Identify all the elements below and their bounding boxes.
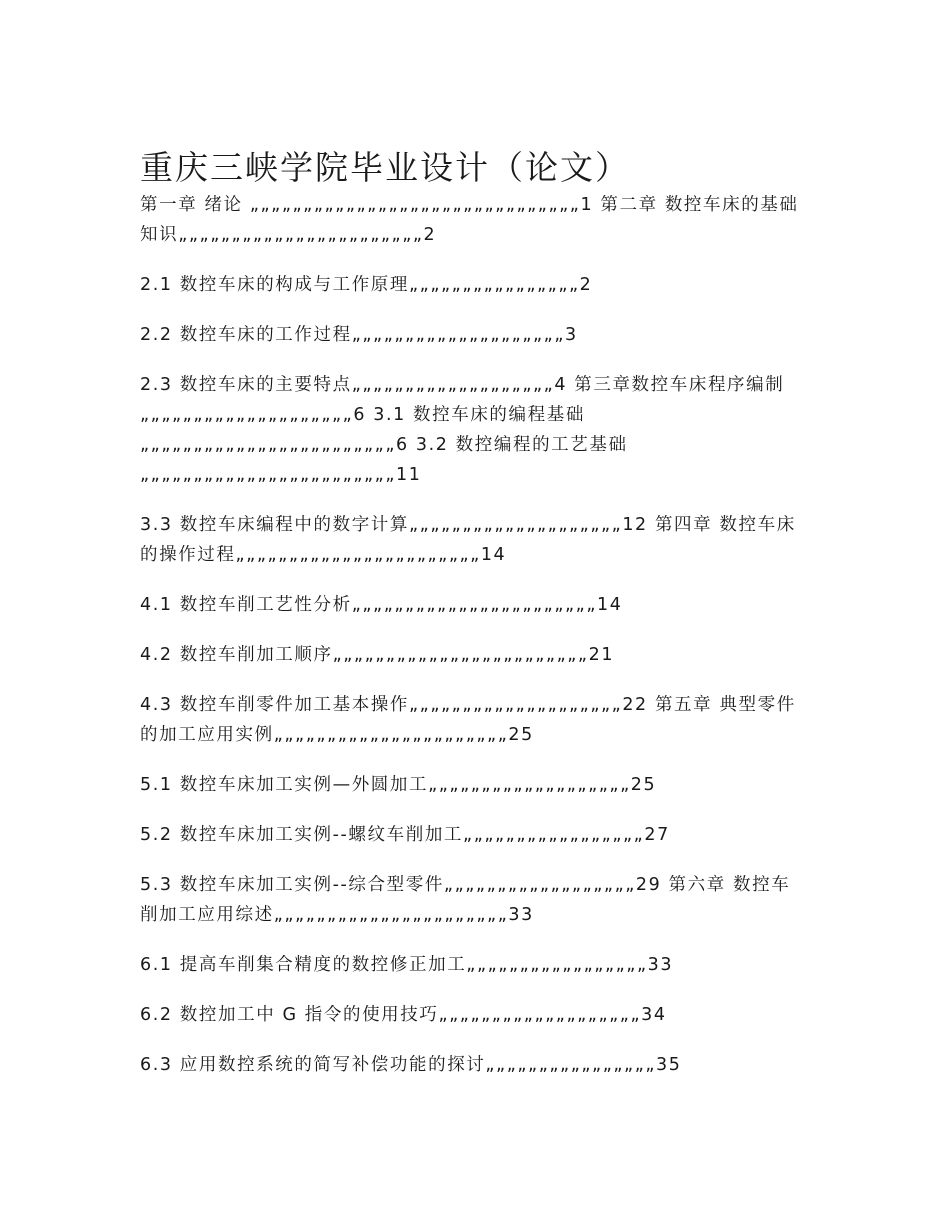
table-of-contents xyxy=(140,190,808,1100)
toc-entry: 4.2 数控车削加工顺序„„„„„„„„„„„„„„„„„„„„„„„„21 xyxy=(140,645,615,665)
toc-entry: 第一章 绪论 „„„„„„„„„„„„„„„„„„„„„„„„„„„„„„„1 第二章 数控车床的基础知识„„„„„„„„„„„„„„„„„„„„„„„2 xyxy=(140,195,799,245)
toc-entry: 2.2 数控车床的工作过程„„„„„„„„„„„„„„„„„„„„3 xyxy=(140,325,578,345)
toc-entry: 6.1 提高车削集合精度的数控修正加工„„„„„„„„„„„„„„„„„33 xyxy=(140,955,674,975)
toc-entry: 4.1 数控车削工艺性分析„„„„„„„„„„„„„„„„„„„„„„„14 xyxy=(140,595,623,615)
toc-entry: 6.2 数控加工中 G 指令的使用技巧„„„„„„„„„„„„„„„„„„„34 xyxy=(140,1005,667,1025)
toc-entry: 2.1 数控车床的构成与工作原理„„„„„„„„„„„„„„„„2 xyxy=(140,275,593,295)
document-title: 重庆三峡学院毕业设计（论文） xyxy=(140,148,630,188)
toc-entry: 5.2 数控车床加工实例--螺纹车削加工„„„„„„„„„„„„„„„„„27 xyxy=(140,825,670,845)
toc-entry: 5.3 数控车床加工实例--综合型零件„„„„„„„„„„„„„„„„„„29 第六章 数控车削加工应用综述„„„„„„„„„„„„„„„„„„„„„„33 xyxy=(140,875,791,925)
toc-entry: 3.3 数控车床编程中的数字计算„„„„„„„„„„„„„„„„„„„„12 第四章 数控车床的操作过程„„„„„„„„„„„„„„„„„„„„„„„14 xyxy=(140,515,796,565)
toc-entry: 4.3 数控车削零件加工基本操作„„„„„„„„„„„„„„„„„„„„22 第五章 典型零件的加工应用实例„„„„„„„„„„„„„„„„„„„„„„25 xyxy=(140,695,796,745)
toc-entry: 2.3 数控车床的主要特点„„„„„„„„„„„„„„„„„„„4 第三章数控车床程序编制„„„„„„„„„„„„„„„„„„„„6 3.1 数控车床的编程基础 „„„„„„„„„„„„„„„„„„„„„„„„6 3.2 数控编程的工艺基础„„„„„„„„„„„„„„„„„„„„„„„„11 xyxy=(140,375,785,485)
toc-entry: 6.3 应用数控系统的简写补偿功能的探讨„„„„„„„„„„„„„„„„35 xyxy=(140,1055,682,1075)
toc-entry: 5.1 数控车床加工实例—外圆加工„„„„„„„„„„„„„„„„„„„25 xyxy=(140,775,657,795)
